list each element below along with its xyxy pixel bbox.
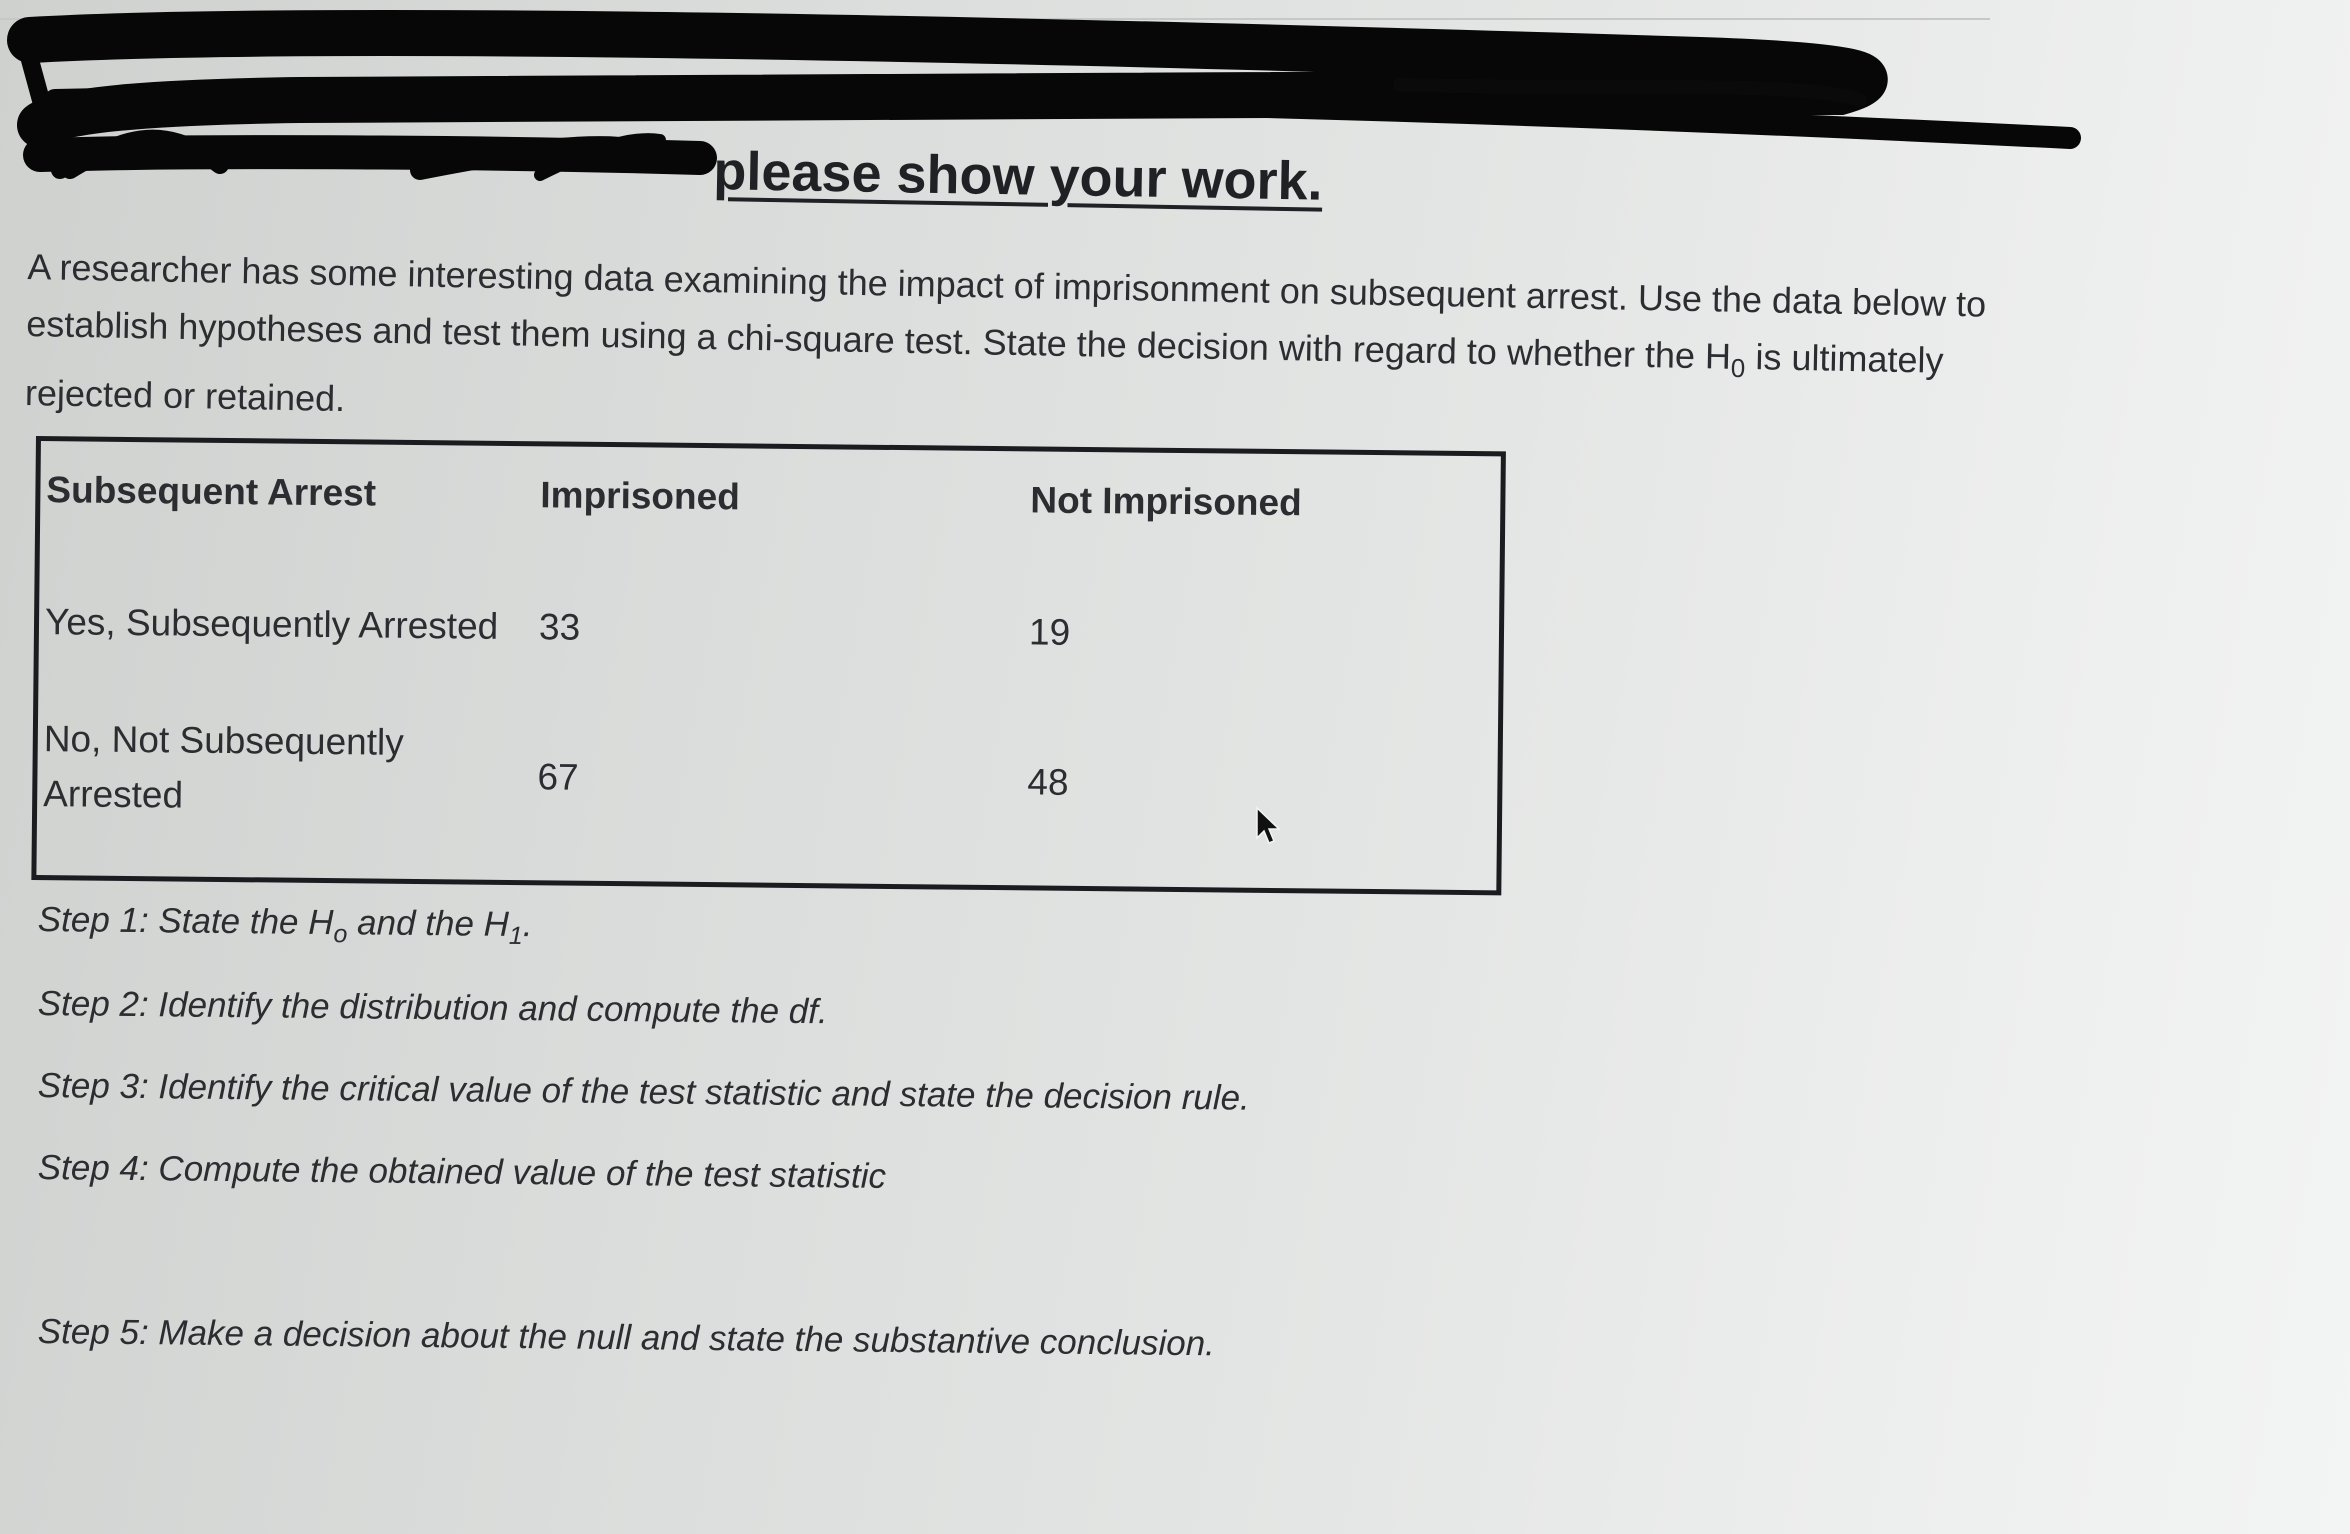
step-5: Step 5: Make a decision about the null and state the substantive conclusion.	[37, 1312, 1216, 1364]
step-3: Step 3: Identify the critical value of the test statistic and state the decision rule.	[37, 1066, 1250, 1118]
cell-no-not-imprisoned: 48	[1027, 761, 1069, 803]
h-null-subscript: 0	[1730, 352, 1746, 384]
question-prompt: A researcher has some interesting data examining the impact of imprisonment on subsequent arrest. Use the data below to establish hypotheses and test them using a chi-square test. State the decision with regard to whether the $H_0$ is ultimately rejected or retained.	[24, 245, 1987, 420]
column-header-subsequent-arrest: Subsequent Arrest	[46, 469, 377, 514]
cell-yes-not-imprisoned: 19	[1028, 611, 1071, 653]
step-2: Step 2: Identify the distribution and compute the df.	[37, 984, 828, 1032]
cell-no-imprisoned: 67	[537, 756, 579, 798]
mouse-pointer-icon	[1255, 806, 1283, 846]
row-label-yes-arrested: Yes, Subsequently Arrested	[44, 601, 499, 647]
data-table	[31, 436, 1506, 895]
cell-yes-imprisoned: 33	[538, 606, 581, 648]
step-1: Step 1: State the $H_o$ and the $H_1$.	[37, 900, 533, 951]
step-4: Step 4: Compute the obtained value of the test statistic	[37, 1148, 887, 1196]
instruction-heading: please show your work.	[712, 140, 1324, 212]
column-header-imprisoned: Imprisoned	[540, 474, 741, 518]
column-header-not-imprisoned: Not Imprisoned	[1030, 479, 1302, 524]
top-divider	[0, 18, 1990, 20]
row-label-no-arrested: No, Not Subsequently Arrested	[43, 718, 404, 816]
